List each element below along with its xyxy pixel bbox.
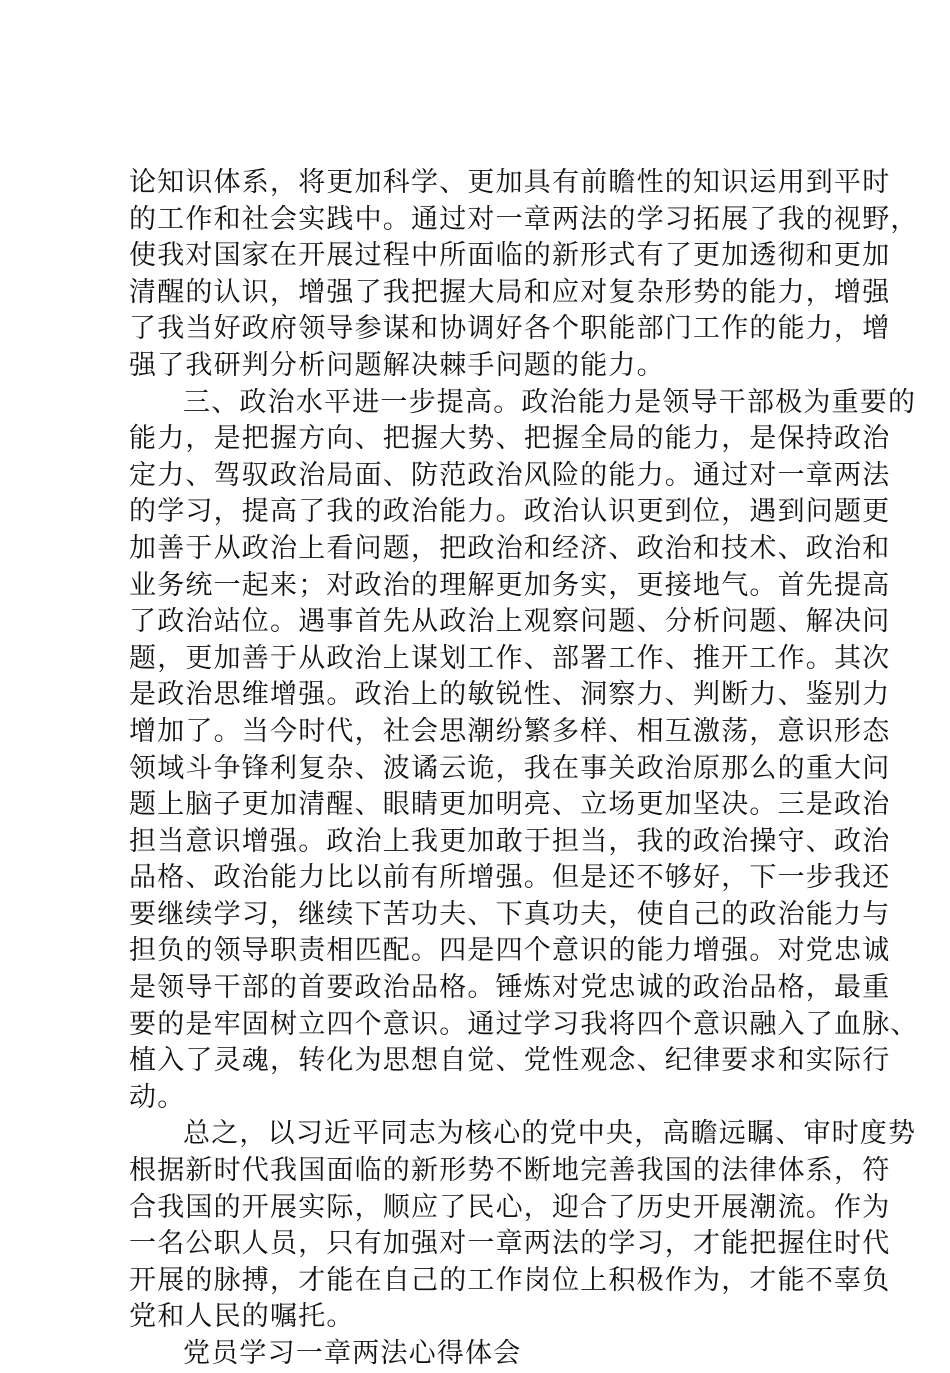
text-line: 定力、驾驭政治局面、防范政治风险的能力。通过对一章两法 [129, 459, 891, 491]
text-line: 题上脑子更加清醒、眼睛更加明亮、立场更加坚决。三是政治 [129, 789, 891, 821]
text-line: 加善于从政治上看问题，把政治和经济、政治和技术、政治和 [129, 532, 891, 564]
text-line: 使我对国家在开展过程中所面临的新形式有了更加透彻和更加 [129, 240, 891, 272]
text-line: 题，更加善于从政治上谋划工作、部署工作、推开工作。其次 [129, 642, 891, 674]
text-line: 是领导干部的首要政治品格。锤炼对党忠诚的政治品格，最重 [129, 972, 891, 1004]
text-line: 要的是牢固树立四个意识。通过学习我将四个意识融入了血脉、 [129, 1008, 919, 1040]
text-line: 合我国的开展实际，顺应了民心，迎合了历史开展潮流。作为 [129, 1191, 891, 1223]
text-line: 的工作和社会实践中。通过对一章两法的学习拓展了我的视野， [129, 203, 919, 235]
text-line: 一名公职人员，只有加强对一章两法的学习，才能把握住时代 [129, 1228, 891, 1260]
text-line: 动。 [129, 1081, 186, 1113]
text-line: 领域斗争锋利复杂、波谲云诡，我在事关政治原那么的重大问 [129, 752, 891, 784]
text-line: 的学习，提高了我的政治能力。政治认识更到位，遇到问题更 [129, 496, 891, 528]
document-subtitle: 党员学习一章两法心得体会 [183, 1338, 522, 1369]
text-line: 担负的领导职责相匹配。四是四个意识的能力增强。对党忠诚 [129, 935, 891, 967]
text-line: 品格、政治能力比以前有所增强。但是还不够好，下一步我还 [129, 862, 891, 894]
document-body [129, 165, 919, 1373]
text-line: 强了我研判分析问题解决棘手问题的能力。 [129, 349, 665, 381]
text-line: 党和人民的嘱托。 [129, 1301, 355, 1333]
text-line: 业务统一起来；对政治的理解更加务实，更接地气。首先提高 [129, 569, 891, 601]
text-line: 了我当好政府领导参谋和协调好各个职能部门工作的能力，增 [129, 313, 891, 345]
text-line: 要继续学习，继续下苦功夫、下真功夫，使自己的政治能力与 [129, 898, 891, 930]
text-line: 论知识体系，将更加科学、更加具有前瞻性的知识运用到平时 [129, 167, 891, 198]
text-line: 了政治站位。遇事首先从政治上观察问题、分析问题、解决问 [129, 606, 891, 638]
text-line: 增加了。当今时代，社会思潮纷繁多样、相互激荡，意识形态 [129, 715, 891, 747]
conclusion-line: 总之，以习近平同志为核心的党中央，高瞻远瞩、审时度势 [183, 1118, 917, 1150]
text-line: 开展的脉搏，才能在自己的工作岗位上积极作为，才能不辜负 [129, 1264, 891, 1296]
text-line: 是政治思维增强。政治上的敏锐性、洞察力、判断力、鉴别力 [129, 679, 891, 711]
text-line: 根据新时代我国面临的新形势不断地完善我国的法律体系，符 [129, 1155, 891, 1187]
text-line: 担当意识增强。政治上我更加敢于担当，我的政治操守、政治 [129, 825, 891, 857]
text-line: 植入了灵魂，转化为思想自觉、党性观念、纪律要求和实际行 [129, 1045, 891, 1077]
text-line: 能力，是把握方向、把握大势、把握全局的能力，是保持政治 [129, 423, 891, 455]
section-heading-line: 三、政治水平进一步提高。政治能力是领导干部极为重要的 [183, 386, 917, 418]
text-line: 清醒的认识，增强了我把握大局和应对复杂形势的能力，增强 [129, 276, 891, 308]
